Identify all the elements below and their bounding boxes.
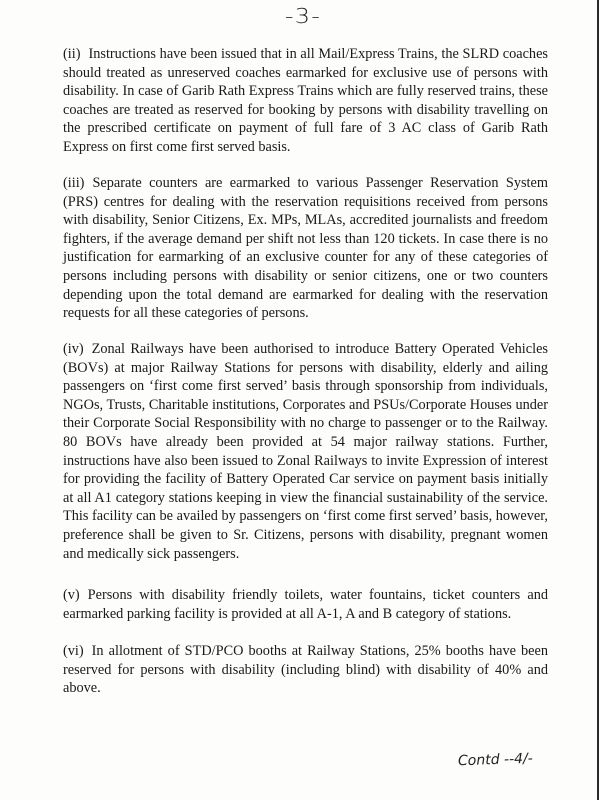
paragraph-text: In allotment of STD/PCO booths at Railway Stations, 25% booths have been reserved for persons with disability (including blind) with disability of 40% and above. <box>63 643 548 697</box>
paragraph-label: (iii) <box>63 175 85 191</box>
paragraph-iv <box>63 340 548 563</box>
paragraph-text: Instructions have been issued that in all Mail/Express Trains, the SLRD coaches should treated as unreserved coaches earmarked for exclusive use of persons with disability. In case of Garib Rath Express Trains which are fully reserved trains, these coaches are treated as reserved for booking by persons with disability travelling on the prescribed certificate on payment of full fare of 3 AC class of Garib Rath Express on first come first served basis. <box>63 46 548 155</box>
continued-note: Contd --4/- <box>457 750 534 770</box>
paragraph-label: (iv) <box>63 341 84 357</box>
paragraph-vi <box>63 642 548 698</box>
paragraph-label: (v) <box>63 587 80 603</box>
paragraph-v <box>63 586 548 623</box>
paragraph-text: Persons with disability friendly toilets, water fountains, ticket counters and earmarked parking facility is provided at all A-1, A and B category of stations. <box>63 587 548 622</box>
page-number: -3- <box>284 4 322 28</box>
paragraph-iii <box>63 174 548 323</box>
page-edge-line <box>597 0 599 800</box>
paragraph-ii <box>63 45 548 157</box>
paragraph-text: Separate counters are earmarked to various Passenger Reservation System (PRS) centres for dealing with the reservation requisitions received from persons with disability, Senior Citizens, Ex. MPs, MLAs, accredited journalists and freedom fighters, if the average demand per shift not less than 120 tickets. In case there is no justification for earmarking of an exclusive counter for any of these categories of persons including persons with disability or senior citizens, one or two counters depending upon the total demand are earmarked for dealing with the reservation requests for all these categories of persons. <box>63 175 548 322</box>
paragraph-label: (vi) <box>63 643 84 659</box>
paragraph-text: Zonal Railways have been authorised to introduce Battery Operated Vehicles (BOVs) at major Railway Stations for persons with disability, elderly and ailing passengers on ‘first come first served’ basis through sponsorship from individuals, NGOs, Trusts, Charitable institutions, Corporates and PSUs/Corporate Houses under their Corporate Social Responsibility with no charge to passenger or to the Railway. 80 BOVs have already been provided at 54 major railway stations. Further, instructions have also been issued to Zonal Railways to invite Expression of interest for providing the facility of Battery Operated Car service on payment basis initially at all A1 category stations keeping in view the financial sustainability of the service. This facility can be availed by passengers on ‘first come first served’ basis, however, preference shall be given to Sr. Citizens, persons with disability, pregnant women and medically sick passengers. <box>63 341 548 562</box>
paragraph-label: (ii) <box>63 46 81 62</box>
